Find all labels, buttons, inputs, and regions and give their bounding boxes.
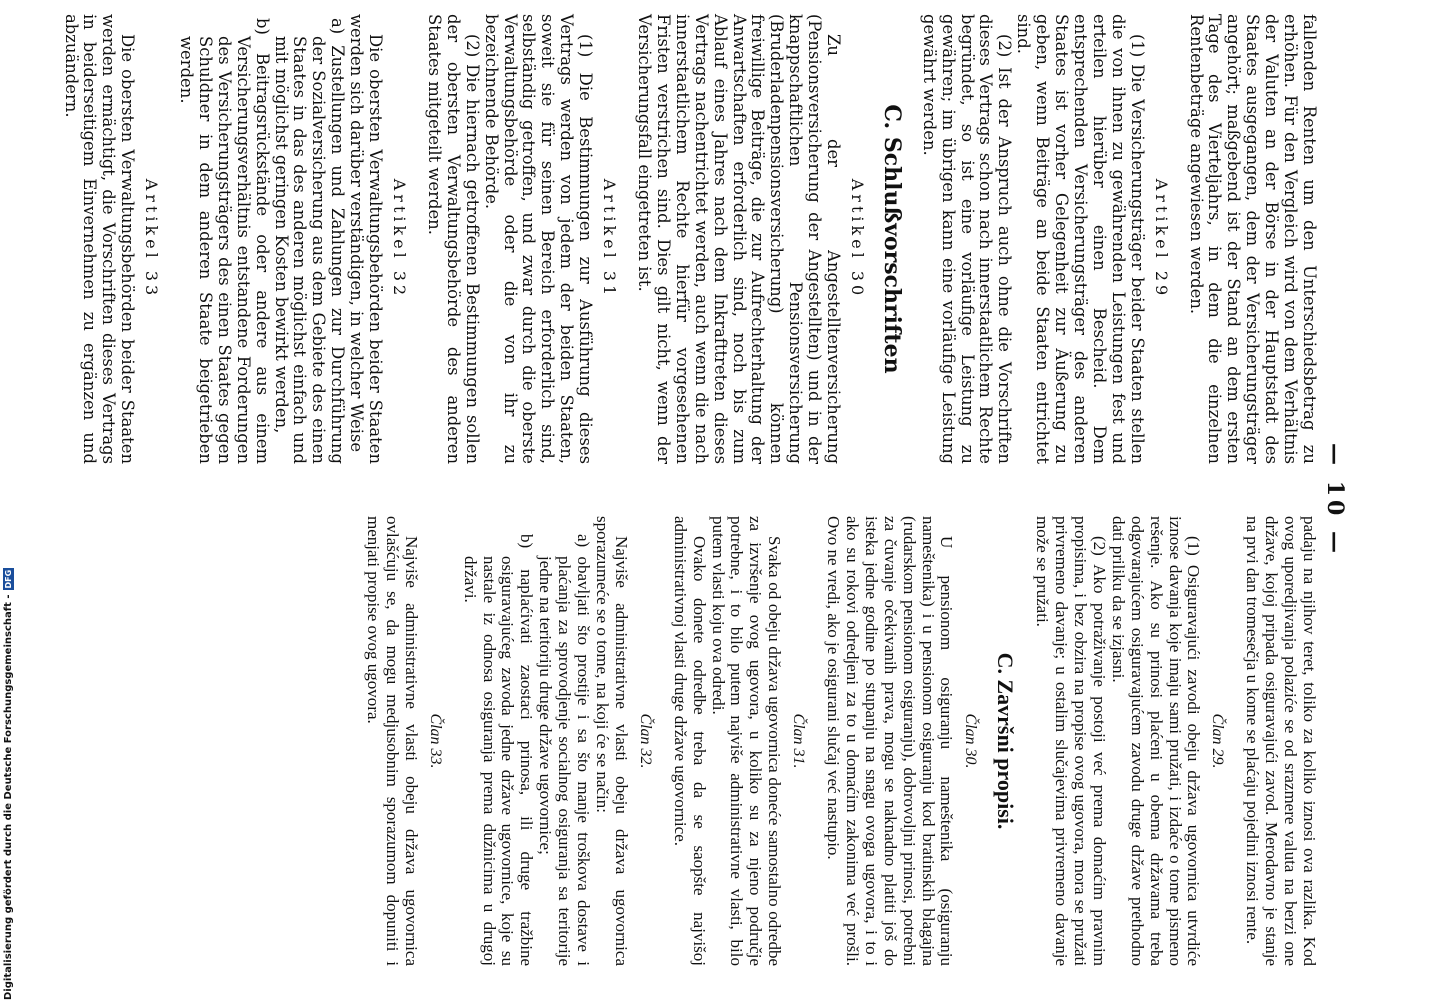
german-section-c-heading: C. Schlußvorschriften bbox=[878, 104, 905, 374]
german-article-30-title: Artikel 30 bbox=[847, 178, 867, 300]
dfg-logo: DFG bbox=[3, 569, 13, 589]
german-article-33-title: Artikel 33 bbox=[142, 178, 162, 300]
page-number: — 10 — bbox=[1322, 443, 1348, 557]
german-article-31-para-1: (1) Die Bestimmungen zur Ausführung dieses Vertrags werden von jedem der beiden Staaten, soweit sie für seinen Bereich erforderlich sind, selbständig getroffen, und zwar durch die oberste Verwaltungsbehörde oder die von ihr zu bezeichnende Behörde. bbox=[481, 14, 596, 464]
serbian-article-31-para-2: Ovako donete odredbe treba da se saopšte najvišoj administrativnoj vlasti druge države ugovornice. bbox=[670, 516, 709, 966]
serbian-article-30-para-1: U pensionom osiguranju nameštenika (osiguranju nameštenika) i u pensionom osiguranju kod bratinskih blagajna (rudarskom pensionom osiguranju), dobrovoljni prinosi, potrebni za čuvanje očekivanih prava, mogu se naknadno platiti još do isteka jedne godine po stupanju na snagu ovoga ugovora, i to i ako su rokovi odredjeni za to u domaćim zakonima već prošli. Ovo ne vredi, ako je osigurani slučaj već nastupio. bbox=[824, 516, 957, 966]
serbian-article-31-title: Član 31. bbox=[790, 713, 808, 769]
german-article-32-item-b: b) Beitragsrückstände oder andere aus einem Versicherungsverhältnis entstandene Forderungen des Versicherungsträgers des einen Staates gegen Schuldner in dem anderen Staate beigetrieben werden. bbox=[177, 18, 272, 464]
serbian-column bbox=[363, 516, 1318, 966]
serbian-intro: padaju na njihov teret, toliko za koliko iznosi ova razlika. Kod ovog uporedjivanja polaziće se od srazmere valuta na berzi one države, kojoj pripada osiguravajući zavod. Merodavno je stanje na prvi dan tromesečja u kome se plaćaju pojedini iznosi rente. bbox=[1243, 516, 1319, 966]
german-article-30-para-1: Zu der Angestelltenversicherung (Pensionsversicherung der Angestellten) und in der knappschaftlichen Pensionsversicherung (Bruderladenpensionsversicherung) können freiwillige Beiträge, die zur Aufrechterhaltung der Anwartschaften erforderlich sind, noch bis zum Ablauf eines Jahres nach dem Inkrafttreten dieses Vertrags nachentrichtet werden, auch wenn die nach innerstaatlichem Rechte hierfür vorgesehenen Fristen verstrichen sind. Dies gilt nicht, wenn der Versicherungsfall eingetreten ist. bbox=[635, 14, 844, 464]
serbian-section-c-heading: C. Završni propisi. bbox=[993, 652, 1019, 830]
serbian-article-29-para-1: (1) Osiguravajući zavodi obeju država ugovornica utvrdiće iznose davanja koje imaju sami pružati, i izdaće o tome pismeno rešenje. Ako su prinosi plaćeni u obema državama treba odgovarajućem osiguravajućem zavodu druge države prethodno dati priliku da se izjasni. bbox=[1108, 516, 1204, 966]
german-article-29-para-1: (1) Die Versicherungsträger beider Staaten stellen die von ihnen zu gewährenden Leistungen fest und erteilen hierüber einen Bescheid. Dem entsprechenden Versicherungsträger des anderen Staates ist vorher Gelegenheit zur Äußerung zu geben, wenn Beiträge an beide Staaten entrichtet sind. bbox=[1014, 14, 1147, 464]
credit-text: Digitalisierung gefördert durch die Deutsche Forschungsgemeinschaft - bbox=[2, 594, 14, 1000]
german-article-32-item-a: a) Zustellungen und Zahlungen zur Durchführung der Sozialversicherung aus dem Gebiete des einen Staates in das des anderen möglichst einfach und mit möglichst geringen Kosten bewirkt werden, bbox=[271, 18, 348, 464]
german-article-29-para-2: (2) Ist der Anspruch auch ohne die Vorschriften dieses Vertrags schon nach innerstaatlichem Rechte begründet, so ist eine vorläufige Leistung zu gewähren; im übrigen kann eine vorläufige Leistung gewährt werden. bbox=[919, 14, 1015, 464]
german-article-32-title: Artikel 32 bbox=[390, 178, 410, 300]
serbian-article-33-para-1: Najviše administrativne vlasti obeju država ugovornica ovlašćuju se, da mogu medjusobnim sporazumom dopuniti i menjati propise ovog ugovora. bbox=[364, 516, 421, 966]
serbian-article-32-item-a: a) obavljati što prostije i sa što manje troškova dostave i plaćanja za sprovodjenje socialnog osiguranja sa teritorije jedne na teritoriju druge države ugovornice; bbox=[536, 534, 594, 966]
serbian-article-31-para-1: Svaka od obeju država ugovornica doneće samostalno odredbe za izvršenje ovog ugovora, u koliko su za njeno područje potrebne, i to bilo putem najviše administrativne vlasti, bilo putem vlasti koju ova odredi. bbox=[708, 516, 785, 966]
german-article-33-para-1: Die obersten Verwaltungsbehörden beider Staaten werden ermächtigt, die Vorschriften dieses Vertrags in beiderseitigem Einvernehmen zu ergänzen und abzuändern. bbox=[61, 14, 138, 464]
serbian-article-29-para-2: (2) Ako potraživanje postoji već prema domaćim pravnim propisima, i bez obzira na propise ovog ugovora, mora se pružati privremeno davanje; u ostalim slučajevima privremeno davanje može se pružati. bbox=[1033, 516, 1109, 966]
german-column bbox=[61, 0, 1318, 482]
digitization-credit bbox=[0, 569, 16, 1000]
serbian-article-32-item-b: b) naplaćivati zaostaci prinosa, ili druge tražbine osiguravajućeg zavoda jedne države ugovornice, koje su nastale iz odnosa osiguranja prema dužnicima u drugoj državi. bbox=[460, 534, 537, 966]
german-article-31-para-2: (2) Die hiernach getroffenen Bestimmungen sollen der obersten Verwaltungsbehörde des anderen Staates mitgeteilt werden. bbox=[424, 14, 482, 464]
german-article-31-title: Artikel 31 bbox=[600, 178, 620, 300]
serbian-article-29-title: Član 29. bbox=[1209, 713, 1227, 769]
german-article-29-title: Artikel 29 bbox=[1151, 178, 1171, 300]
serbian-article-32-title: Član 32. bbox=[636, 713, 654, 769]
serbian-article-32-para-1: Najviše administrativne vlasti obeju država ugovornica sporazumeće se o tome, na koji će se način: bbox=[593, 516, 631, 966]
german-intro: fallenden Renten um den Unterschiedsbetrag zu erhöhen. Für den Vergleich wird von dem Verhältnis der Valuten an der Börse in der Hauptstadt des Staates ausgegangen, dem der Versicherungsträger angehört; maßgebend ist der Stand an dem ersten Tage des Vierteljahrs, in dem die einzelnen Rentenbeträge angewiesen werden. bbox=[1186, 14, 1319, 464]
serbian-article-30-title: Član 30. bbox=[962, 713, 980, 769]
serbian-article-33-title: Član 33. bbox=[426, 713, 444, 769]
german-article-32-para-1: Die obersten Verwaltungsbehörden beider Staaten werden sich darüber verständigen, in welcher Weise bbox=[347, 14, 386, 464]
